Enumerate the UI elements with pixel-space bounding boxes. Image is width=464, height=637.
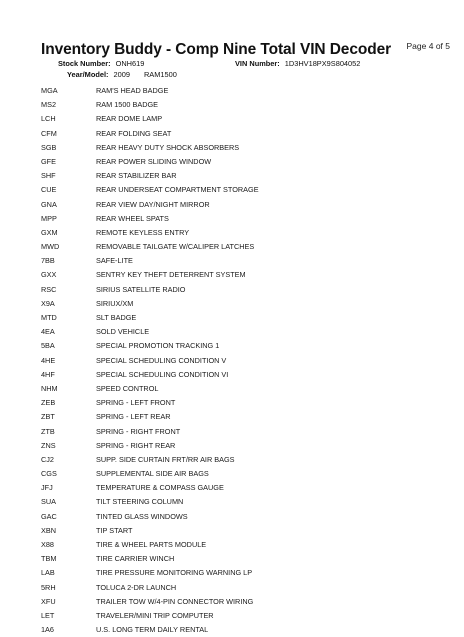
option-code: SHF <box>41 171 56 181</box>
option-code: ZNS <box>41 440 56 450</box>
stock-number-value: ONH619 <box>115 59 145 68</box>
option-description: SENTRY KEY THEFT DETERRENT SYSTEM <box>96 270 246 280</box>
option-code: MTD <box>41 313 57 322</box>
option-row <box>41 495 441 509</box>
option-row <box>41 368 441 382</box>
option-code: LCH <box>41 114 56 124</box>
option-description: TIRE CARRIER WINCH <box>96 554 175 564</box>
option-row <box>41 552 441 566</box>
option-code: X9A <box>41 298 55 308</box>
option-row <box>41 297 441 311</box>
option-row <box>41 311 441 325</box>
option-code: MS2 <box>41 100 57 110</box>
option-row <box>41 609 441 623</box>
option-row <box>41 354 441 368</box>
option-description: REAR VIEW DAY/NIGHT MIRROR <box>96 199 210 209</box>
option-code: X88 <box>41 540 54 549</box>
option-row <box>41 339 441 353</box>
option-row <box>41 425 441 439</box>
option-code: GXX <box>41 270 57 280</box>
option-row <box>41 382 441 396</box>
option-description: REMOTE KEYLESS ENTRY <box>96 227 190 237</box>
option-description: SIRIUX/XM <box>96 298 134 308</box>
option-code: GFE <box>41 156 56 166</box>
option-code: 1A6 <box>41 625 54 635</box>
option-row <box>41 453 441 467</box>
option-row <box>41 410 441 424</box>
option-row <box>41 481 441 495</box>
option-description: U.S. LONG TERM DAILY RENTAL <box>96 625 209 635</box>
option-description: SPECIAL PROMOTION TRACKING 1 <box>96 341 220 351</box>
option-code: 4HE <box>41 355 56 365</box>
option-code: MPP <box>41 213 57 223</box>
option-description: REAR HEAVY DUTY SHOCK ABSORBERS <box>96 142 240 152</box>
option-code: GXM <box>41 227 58 237</box>
option-code: NHM <box>41 383 58 393</box>
option-description: TEMPERATURE & COMPASS GAUGE <box>96 483 224 493</box>
option-description: SPEED CONTROL <box>96 383 159 393</box>
option-description: TINTED GLASS WINDOWS <box>96 511 188 521</box>
option-row <box>41 566 441 580</box>
option-code: ZBT <box>41 412 55 422</box>
option-row <box>41 524 441 538</box>
year-model-label: Year/Model: <box>67 70 109 79</box>
vin-number-label: VIN Number: <box>235 59 280 68</box>
option-description: REAR WHEEL SPATS <box>96 213 169 223</box>
option-row <box>41 141 441 155</box>
option-code: LET <box>41 610 55 620</box>
option-description: REMOVABLE TAILGATE W/CALIPER LATCHES <box>96 242 255 252</box>
option-code: LAB <box>41 568 55 578</box>
option-description: REAR DOME LAMP <box>96 114 163 124</box>
option-code: SGB <box>41 142 57 152</box>
option-code: CFM <box>41 128 57 138</box>
option-description: SPRING - RIGHT FRONT <box>96 426 181 436</box>
stock-number-line <box>58 59 144 68</box>
model-value: RAM1500 <box>143 70 177 79</box>
option-code: CGS <box>41 469 57 479</box>
year-value: 2009 <box>113 70 130 79</box>
option-code: 4EA <box>41 327 55 337</box>
option-code: XFU <box>41 596 56 606</box>
option-code: ZEB <box>41 398 56 408</box>
option-description: SPRING - LEFT FRONT <box>96 398 176 408</box>
option-row <box>41 169 441 183</box>
option-code: MWD <box>41 242 60 252</box>
option-row <box>41 467 441 481</box>
option-row <box>41 396 441 410</box>
option-description: REAR UNDERSEAT COMPARTMENT STORAGE <box>96 185 259 195</box>
option-description: REAR FOLDING SEAT <box>96 128 172 138</box>
option-code: CJ2 <box>41 454 54 464</box>
page-title: Inventory Buddy - Comp Nine Total VIN Decoder <box>41 41 392 58</box>
option-row <box>41 283 441 297</box>
option-description: SPECIAL SCHEDULING CONDITION V <box>96 355 227 365</box>
option-row <box>41 155 441 169</box>
option-code: 4HF <box>41 369 55 379</box>
option-description: RAM 1500 BADGE <box>96 100 159 110</box>
option-row <box>41 212 441 226</box>
option-code: RSC <box>41 284 57 294</box>
option-row <box>41 325 441 339</box>
option-code: XBN <box>41 525 57 535</box>
option-row <box>41 183 441 197</box>
option-description: SPRING - LEFT REAR <box>96 412 171 422</box>
option-description: SAFE-LITE <box>96 256 133 266</box>
option-description: SUPP. SIDE CURTAIN FRT/RR AIR BAGS <box>96 454 235 464</box>
option-row <box>41 254 441 268</box>
option-row <box>41 268 441 282</box>
option-row <box>41 581 441 595</box>
option-row <box>41 198 441 212</box>
option-code: 5BA <box>41 341 55 351</box>
option-description: SUPPLEMENTAL SIDE AIR BAGS <box>96 469 209 479</box>
option-row <box>41 538 441 552</box>
option-description: SPRING - RIGHT REAR <box>96 440 176 450</box>
year-model-line <box>67 70 177 79</box>
option-row <box>41 510 441 524</box>
option-description: SOLD VEHICLE <box>96 327 150 337</box>
option-code: 7BB <box>41 256 55 266</box>
option-row <box>41 595 441 609</box>
option-description: TIP START <box>96 525 133 535</box>
option-code: GAC <box>41 511 57 521</box>
option-code: MGA <box>41 86 58 95</box>
option-code-list <box>41 84 441 637</box>
option-row <box>41 112 441 126</box>
page-number: Page 4 of 5 <box>406 41 450 51</box>
option-code: SUA <box>41 497 57 507</box>
vin-number-line <box>235 59 360 68</box>
option-description: TILT STEERING COLUMN <box>96 497 184 507</box>
option-row <box>41 84 441 98</box>
option-row <box>41 226 441 240</box>
option-description: TRAVELER/MINI TRIP COMPUTER <box>96 610 214 620</box>
option-row <box>41 623 441 637</box>
option-description: REAR POWER SLIDING WINDOW <box>96 156 212 166</box>
option-row <box>41 127 441 141</box>
option-row <box>41 439 441 453</box>
option-description: SIRIUS SATELLITE RADIO <box>96 284 186 294</box>
option-code: 5RH <box>41 582 56 592</box>
option-code: ZTB <box>41 426 55 436</box>
option-description: TIRE & WHEEL PARTS MODULE <box>96 540 207 549</box>
vin-number-value: 1D3HV18PX9S804052 <box>284 59 361 68</box>
option-description: SLT BADGE <box>96 313 137 322</box>
option-code: CUE <box>41 185 57 195</box>
option-code: GNA <box>41 199 57 209</box>
option-row <box>41 240 441 254</box>
option-description: REAR STABILIZER BAR <box>96 171 177 181</box>
option-description: TOLUCA 2-DR LAUNCH <box>96 582 177 592</box>
option-row <box>41 98 441 112</box>
stock-number-label: Stock Number: <box>58 59 111 68</box>
option-code: TBM <box>41 554 57 564</box>
option-description: RAM'S HEAD BADGE <box>96 86 169 95</box>
option-description: SPECIAL SCHEDULING CONDITION VI <box>96 369 229 379</box>
option-description: TIRE PRESSURE MONITORING WARNING LP <box>96 568 253 578</box>
option-code: JFJ <box>41 483 53 493</box>
option-description: TRAILER TOW W/4-PIN CONNECTOR WIRING <box>96 596 254 606</box>
